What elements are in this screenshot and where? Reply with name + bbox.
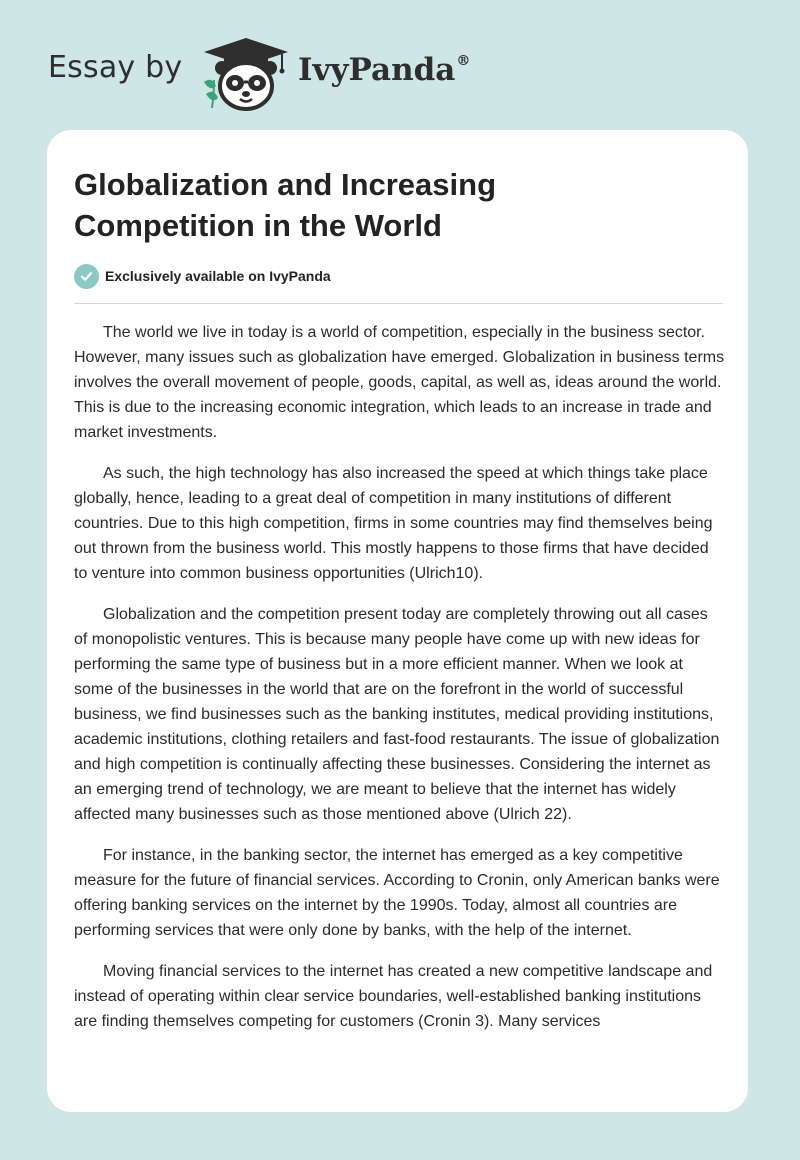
divider <box>74 303 723 304</box>
exclusive-label: Exclusively available on IvyPanda <box>105 268 331 284</box>
essay-by-label: Essay by <box>48 50 183 85</box>
paragraph: For instance, in the banking sector, the internet has emerged as a key competitive measure for the future of financial services. According to Cronin, only American banks were offering banking services on the internet by the 1990s. Today, almost all countries are performing services that were only done by banks, with the help of the internet. <box>74 847 720 939</box>
paragraph: The world we live in today is a world of competition, especially in the business sector. However, many issues such as globalization have emerged. Globalization in business terms involves the overall movement of people, goods, capital, as well as, ideas around the world. This is due to the increasing economic integration, which leads to an increase in trade and market investments. <box>74 324 725 441</box>
paragraph: Moving financial services to the internet has created a new competitive landscape and instead of operating within clear service boundaries, well-established banking institutions are finding themselves competing for customers (Cronin 3). Many services <box>74 963 713 1030</box>
essay-title: Globalization and Increasing Competition in the World <box>74 167 497 243</box>
check-icon <box>74 264 99 289</box>
paragraph: Globalization and the competition present today are completely throwing out all cases of monopolistic ventures. This is because many people have come up with new ideas for performing the same type of business but in a more efficient manner. When we look at some of the businesses in the world that are on the forefront in the world of successful business, we find businesses such as the banking institutes, medical providing institutions, academic institutions, clothing retailers and fast-food restaurants. The issue of globalization and high competition is continually affecting these businesses. Considering the internet as an emerging trend of technology, we are meant to believe that the internet has widely affected many businesses such as those mentioned above (Ulrich 22). <box>74 606 720 823</box>
essay-body <box>74 320 725 1050</box>
ivypanda-brand-name[interactable]: IvyPanda® <box>298 52 471 88</box>
exclusive-badge <box>74 263 331 289</box>
paragraph: As such, the high technology has also increased the speed at which things take place globally, hence, leading to a great deal of competition in many institutions of different countries. Due to this high competition, firms in some countries may find themselves being out thrown from the business world. This mostly happens to those firms that have decided to venture into common business opportunities (Ulrich10). <box>74 465 713 582</box>
site-header <box>0 0 800 130</box>
ivypanda-logo-icon[interactable] <box>200 36 292 112</box>
essay-card <box>47 130 748 1112</box>
